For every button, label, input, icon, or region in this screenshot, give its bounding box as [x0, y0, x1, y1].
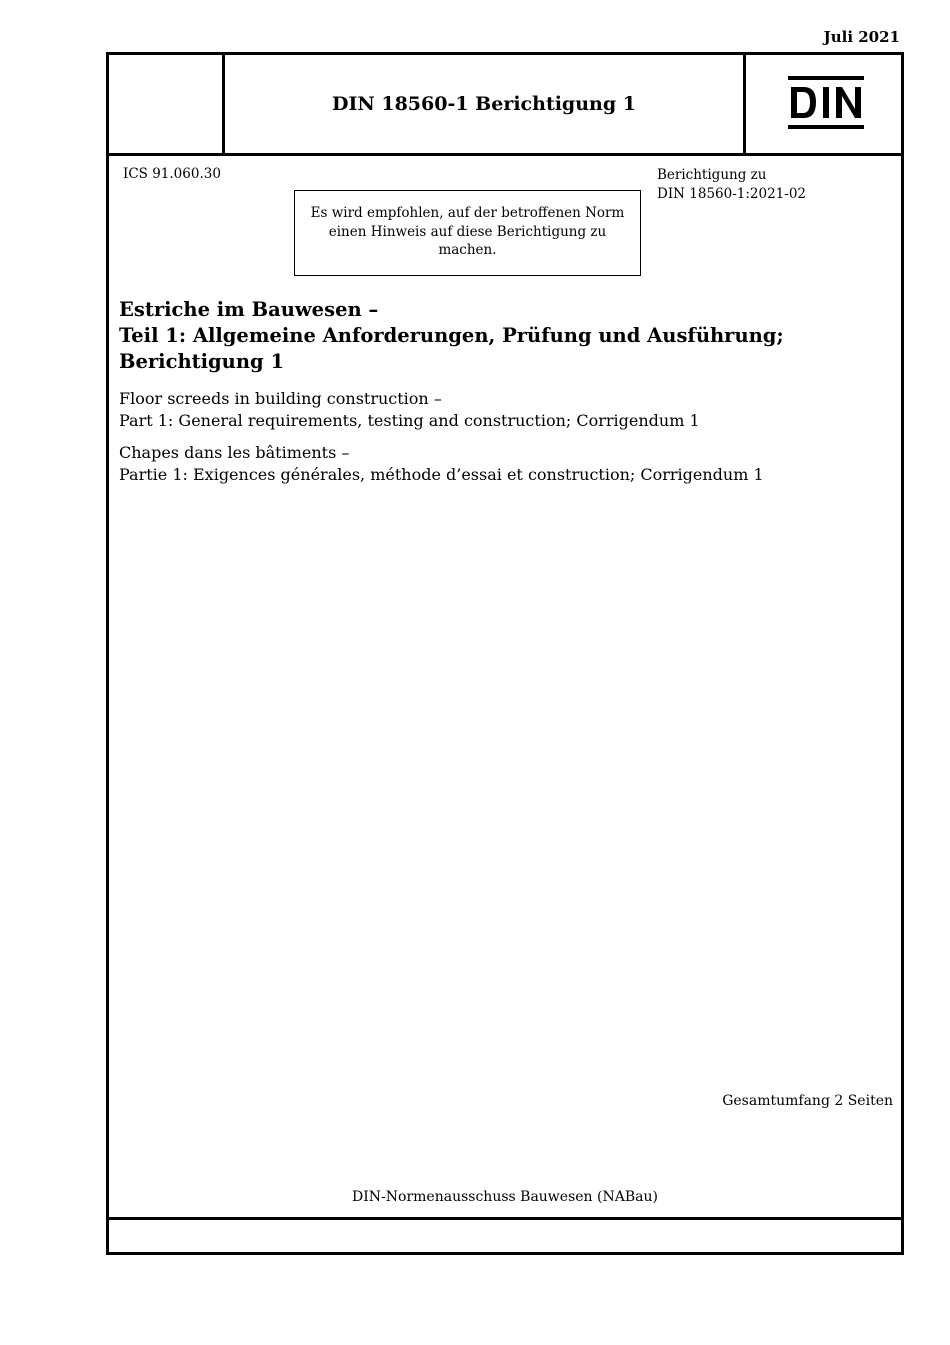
notice-box: Es wird empfohlen, auf der betroffenen Norm einen Hinweis auf diese Berichtigung zu machen. [294, 190, 641, 276]
correction-reference-line1: Berichtigung zu [657, 167, 767, 183]
ics-code: ICS 91.060.30 [123, 166, 221, 182]
correction-reference-line2: DIN 18560-1:2021-02 [657, 186, 807, 202]
title-french [119, 442, 889, 485]
title-french-line1: Chapes dans les bâtiments – [119, 443, 350, 462]
title-german-line2: Teil 1: Allgemeine Anforderungen, Prüfung und Ausführung; [119, 324, 784, 347]
header-row [109, 55, 901, 156]
publication-date: Juli 2021 [823, 28, 900, 46]
total-pages: Gesamtumfang 2 Seiten [722, 1093, 893, 1109]
title-english [119, 388, 879, 431]
title-german-line3: Berichtigung 1 [119, 350, 285, 373]
din-logo-icon [788, 76, 864, 132]
footer-divider [109, 1217, 901, 1220]
header-right-cell [743, 55, 904, 153]
title-german [119, 297, 879, 375]
title-english-line1: Floor screeds in building construction – [119, 389, 442, 408]
document-number: DIN 18560-1 Berichtigung 1 [332, 93, 636, 115]
title-english-line2: Part 1: General requirements, testing and construction; Corrigendum 1 [119, 410, 700, 430]
committee-name: DIN-Normenausschuss Bauwesen (NABau) [352, 1189, 658, 1205]
cover-frame [106, 52, 904, 1255]
header-left-cell [109, 55, 225, 153]
title-german-line1: Estriche im Bauwesen – [119, 298, 379, 321]
title-french-line2: Partie 1: Exigences générales, méthode d’essai et construction; Corrigendum 1 [119, 464, 764, 484]
correction-reference [657, 166, 806, 204]
